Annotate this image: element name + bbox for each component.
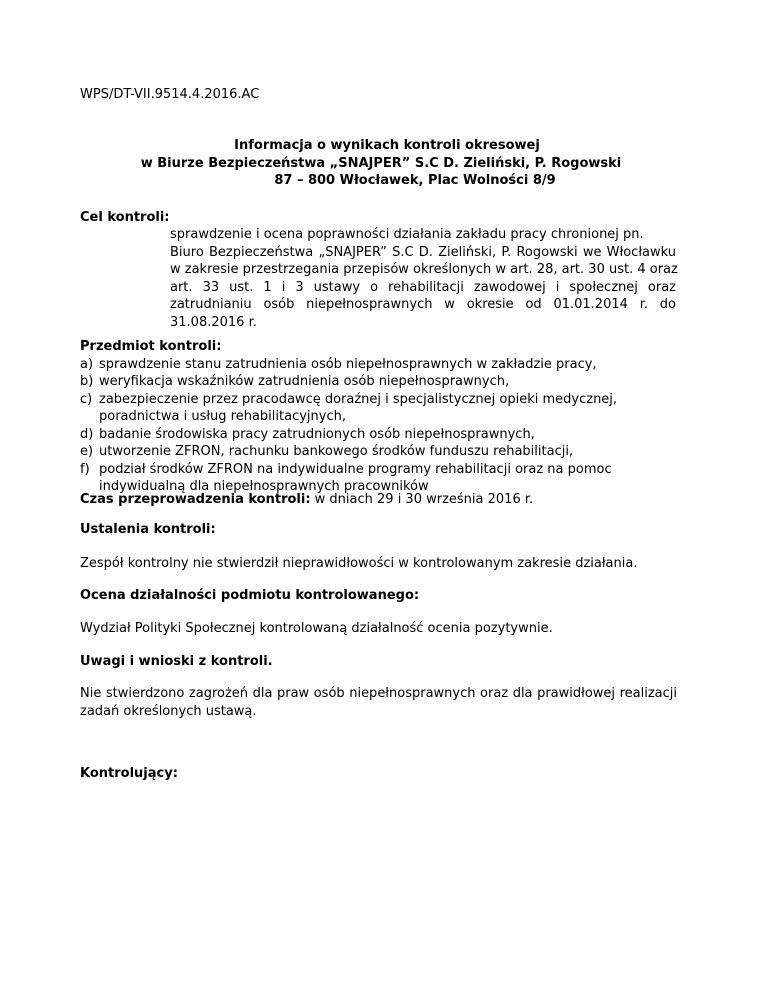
list-item-text: zabezpieczenie przez pracodawcę doraźnej i specjalistycznej opieki medycznej,: [99, 391, 618, 407]
list-item-text-continued: indywidualną dla niepełnosprawnych pracowników: [99, 479, 429, 494]
title-line-1: Informacja o wynikach kontroli okresowej: [234, 138, 540, 153]
list-marker: e): [80, 444, 94, 459]
list-item: [80, 426, 700, 444]
title-line-3: 87 – 800 Włocławek, Plac Wolności 8/9: [274, 173, 556, 188]
list-marker: b): [80, 374, 94, 389]
przedmiot-kontroli-section: [80, 338, 700, 496]
ocena-dzialalnosci-heading: Ocena działalności podmiotu kontrolowanego:: [80, 588, 420, 603]
przedmiot-list: [80, 356, 700, 496]
document-title: [80, 137, 694, 190]
cel-line: art. 33 ust. 1 i 3 ustawy o rehabilitacji zawodowej i społecznej oraz: [170, 279, 676, 295]
cel-line: w zakresie przestrzegania przepisów określonych w art. 28, art. 30 ust. 4 oraz: [170, 262, 678, 277]
list-item-text: podział środków ZFRON na indywidualne programy rehabilitacji oraz na pomoc: [99, 461, 612, 477]
list-item: [80, 391, 700, 426]
uwagi-line-1: Nie stwierdzono zagrożeń dla praw osób niepełnosprawnych oraz dla prawidłowej realizacji: [80, 686, 677, 701]
list-item: [80, 356, 700, 374]
czas-kontroli-value: w dniach 29 i 30 września 2016 r.: [310, 492, 534, 507]
ustalenia-kontroli-heading: Ustalenia kontroli:: [80, 522, 216, 537]
przedmiot-kontroli-heading: Przedmiot kontroli:: [80, 339, 222, 354]
czas-kontroli-heading: Czas przeprowadzenia kontroli:: [80, 492, 311, 507]
list-item: [80, 373, 700, 391]
ustalenia-kontroli-text: Zespół kontrolny nie stwierdził nieprawidłowości w kontrolowanym zakresie działania.: [80, 556, 638, 571]
cel-line: zatrudnianiu osób niepełnosprawnych w okresie od 01.01.2014 r. do: [170, 297, 676, 312]
list-item-text: sprawdzenie stanu zatrudnienia osób niepełnosprawnych w zakładzie pracy,: [99, 356, 597, 372]
list-item-text: weryfikacja wskaźników zatrudnienia osób niepełnosprawnych,: [99, 374, 510, 389]
title-line-2: w Biurze Bezpieczeństwa „SNAJPER” S.C D. Zieliński, P. Rogowski: [140, 155, 622, 171]
kontrolujacy-heading: Kontrolujący:: [80, 766, 178, 781]
cel-line: sprawdzenie i ocena poprawności działania zakładu pracy chronionej pn.: [170, 227, 644, 242]
uwagi-line-2: zadań określonych ustawą.: [80, 703, 257, 719]
cel-line: Biuro Bezpieczeństwa „SNAJPER” S.C D. Zieliński, P. Rogowski we Włocławku: [170, 244, 676, 260]
uwagi-i-wnioski-text: [80, 685, 677, 720]
list-marker: d): [80, 426, 94, 442]
list-marker: f): [80, 461, 90, 477]
cel-kontroli-heading: Cel kontroli:: [80, 210, 170, 225]
list-item-text: badanie środowiska pracy zatrudnionych osób niepełnosprawnych,: [99, 426, 535, 442]
list-item: [80, 443, 700, 461]
list-marker: a): [80, 356, 94, 372]
document-reference-number: WPS/DT-VII.9514.4.2016.AC: [80, 87, 260, 102]
cel-line: 31.08.2016 r.: [170, 314, 257, 330]
czas-kontroli: [80, 491, 533, 509]
list-item-text: utworzenie ZFRON, rachunku bankowego środków funduszu rehabilitacji,: [99, 444, 574, 459]
list-marker: c): [80, 391, 93, 407]
uwagi-i-wnioski-heading: Uwagi i wnioski z kontroli.: [80, 654, 273, 669]
list-item-text-continued: poradnictwa i usług rehabilitacyjnych,: [99, 409, 346, 424]
ocena-dzialalnosci-text: Wydział Polityki Społecznej kontrolowaną działalność ocenia pozytywnie.: [80, 621, 553, 636]
cel-kontroli-text: [170, 226, 676, 331]
